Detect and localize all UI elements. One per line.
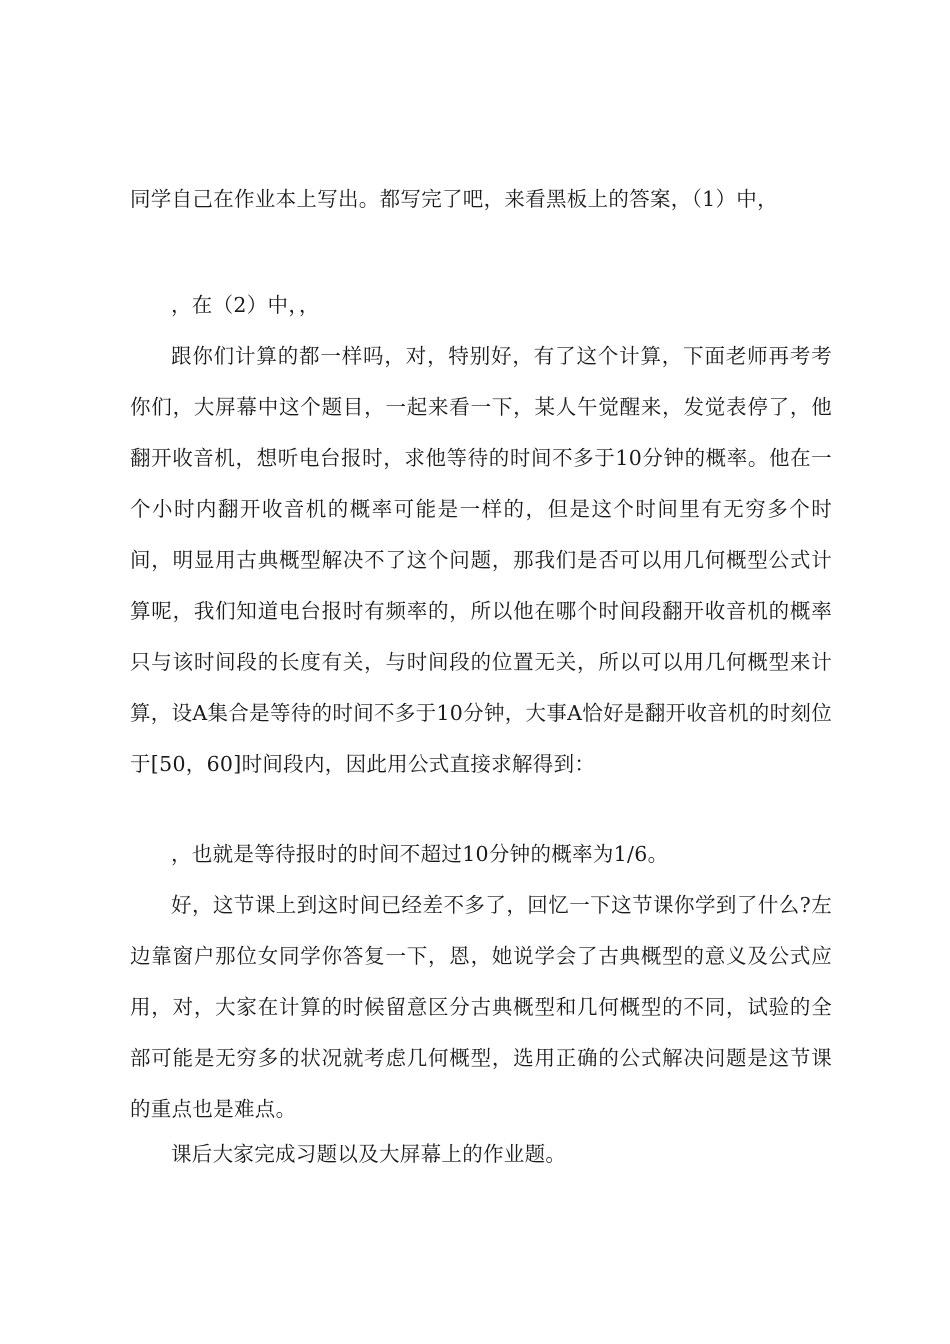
paragraph-lesson-summary: 好，这节课上到这时间已经差不多了，回忆一下这节课你学到了什么?左边靠窗户那位女同学你答复一下，恩，她说学会了古典概型的意义及公式应用，对，大家在计算的时候留意区分古典概型和几何概型的不同，试验的全部可能是无穷多的状况就考虑几何概型，选用正确的公式解决问题是这节课的重点也是难点。 — [130, 893, 832, 1121]
paragraph-answer-two: ，在（2）中，， — [171, 293, 320, 317]
paragraph-homework: 课后大家完成习题以及大屏幕上的作业题。 — [171, 1142, 567, 1166]
paragraph-probability-result: ，也就是等待报时的时间不超过10分钟的概率为1/6。 — [171, 842, 669, 866]
paragraph-radio-problem: 跟你们计算的都一样吗，对，特别好，有了这个计算，下面老师再考考你们，大屏幕中这个题目，一起来看一下，某人午觉醒来，发觉表停了，他翻开收音机，想听电台报时，求他等待的时间不多于10分钟的概率。他在一个小时内翻开收音机的概率可能是一样的，但是这个时间里有无穷多个时间，明显用古典概型解决不了这个问题，那我们是否可以用几何概型公式计算呢，我们知道电台报时有频率的，所以他在哪个时间段翻开收音机的概率只与该时间段的长度有关，与时间段的位置无关，所以可以用几何概型来计算，设A集合是等待的时间不多于10分钟，大事A恰好是翻开收音机的时刻位于[50，60]时间段内，因此用公式直接求解得到： — [130, 344, 832, 776]
paragraph-answer-intro: 同学自己在作业本上写出。都写完了吧，来看黑板上的答案，（1）中， — [130, 187, 778, 211]
